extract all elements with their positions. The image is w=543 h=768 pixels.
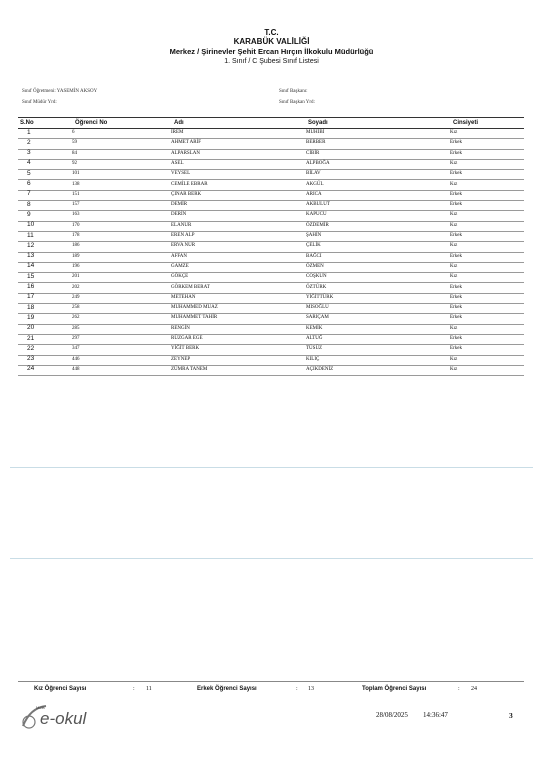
row-student-no: 6: [72, 130, 75, 135]
row-sno: 2: [27, 138, 31, 146]
row-gender: Erkek: [450, 233, 462, 238]
row-sno: 6: [27, 180, 31, 187]
row-student-no: 163: [72, 212, 80, 218]
row-sno: 20: [27, 324, 35, 332]
total-count-sep: :: [458, 686, 460, 692]
row-gender: Kız: [450, 274, 458, 280]
boys-count-sep: :: [296, 686, 298, 692]
row-surname: ŞAHİN: [306, 233, 322, 238]
print-date: 28/08/2025: [376, 711, 408, 719]
doc-title-governorship: KARABÜK VALİLİĞİ: [233, 37, 310, 46]
row-gender: Erkek: [450, 140, 462, 146]
row-sno: 12: [27, 241, 35, 249]
row-sno: 5: [27, 169, 31, 177]
row-surname: ÖZMEN: [306, 263, 324, 269]
row-gender: Erkek: [450, 336, 462, 341]
doc-title-class-list: 1. Sınıf / C Şubesi Sınıf Listesi: [224, 58, 319, 65]
eokul-label: e-okul: [40, 709, 87, 728]
row-sno: 22: [27, 344, 35, 352]
row-gender: Kız: [450, 181, 458, 187]
row-surname: BERBER: [306, 140, 326, 146]
row-surname: ÖZDEMİR: [306, 222, 329, 228]
row-first-name: RENGİN: [171, 325, 190, 331]
row-first-name: MUHAMMET TAHİR: [171, 315, 218, 321]
table-row: [18, 365, 524, 376]
row-student-no: 170: [72, 222, 80, 228]
row-first-name: YİĞİT BERK: [171, 346, 200, 352]
row-student-no: 151: [72, 191, 80, 197]
row-student-no: 202: [72, 284, 80, 290]
row-sno: 24: [27, 365, 35, 373]
row-gender: Kız: [450, 356, 458, 362]
row-gender: Kız: [450, 130, 458, 135]
girls-count-label: Kız Öğrenci Sayısı: [34, 686, 87, 692]
row-surname: KAPUCU: [306, 212, 327, 218]
row-student-no: 59: [72, 140, 77, 146]
boys-count-label: Erkek Öğrenci Sayısı: [197, 686, 257, 692]
row-student-no: 347: [72, 346, 80, 352]
row-gender: Erkek: [450, 150, 462, 156]
row-student-no: 285: [72, 325, 80, 331]
doc-title-tc: T.C.: [264, 28, 279, 37]
row-student-no: 258: [72, 305, 80, 311]
row-surname: MISOĞLU: [306, 305, 329, 311]
class-teacher: Sınıf Öğretmeni: YASEMİN AKSOY: [22, 89, 98, 94]
row-first-name: METEHAN: [171, 294, 196, 300]
row-surname: COŞKUN: [306, 274, 327, 280]
row-surname: ALPBOĞA: [306, 160, 330, 166]
class-president: Sınıf Başkanı:: [279, 89, 308, 94]
row-student-no: 196: [72, 263, 80, 269]
row-sno: 23: [27, 355, 35, 363]
page-number: 3: [509, 711, 513, 720]
row-surname: ARICA: [306, 191, 322, 197]
row-student-no: 157: [72, 202, 80, 208]
row-first-name: İREM: [171, 130, 184, 135]
row-surname: BAĞCI: [306, 253, 322, 259]
row-first-name: RÜZGAR EGE: [171, 336, 203, 341]
row-gender: Erkek: [450, 191, 462, 197]
col-student-no: Öğrenci No: [75, 119, 108, 126]
row-student-no: 249: [72, 294, 80, 300]
row-gender: Erkek: [450, 346, 462, 352]
divider-line: [10, 467, 533, 468]
row-student-no: 186: [72, 243, 80, 249]
row-first-name: AHMET ARİF: [171, 140, 202, 146]
row-sno: 15: [27, 272, 35, 280]
row-sno: 11: [27, 231, 34, 239]
row-first-name: ASEL: [171, 160, 184, 166]
row-sno: 19: [27, 313, 35, 321]
girls-count-sep: :: [133, 686, 135, 692]
row-first-name: EREN ALP: [171, 233, 195, 238]
row-first-name: CEMİLE EBRAR: [171, 181, 208, 187]
row-surname: BİLAV: [306, 171, 321, 177]
row-student-no: 262: [72, 315, 80, 321]
row-first-name: ALPARSLAN: [171, 150, 200, 156]
row-sno: 14: [27, 262, 35, 270]
row-first-name: DERİN: [171, 212, 187, 218]
row-student-no: 201: [72, 274, 80, 280]
row-sno: 16: [27, 283, 35, 290]
row-first-name: DEMİR: [171, 202, 188, 208]
row-sno: 3: [27, 149, 31, 157]
row-surname: KILIÇ: [306, 356, 320, 362]
total-count-value: 24: [471, 686, 477, 692]
row-first-name: GAMZE: [171, 263, 189, 269]
row-surname: ÖZTÜRK: [306, 284, 327, 290]
row-gender: Erkek: [450, 202, 462, 208]
row-surname: ALTUĞ: [306, 336, 323, 341]
row-sno: 8: [27, 200, 31, 208]
row-surname: SARIÇAM: [306, 315, 329, 321]
row-first-name: GÖKÇE: [171, 274, 189, 280]
row-sno: 18: [27, 303, 35, 311]
row-surname: TÜSÜZ: [306, 346, 323, 352]
divider-line: [10, 558, 533, 559]
col-surname: Soyadı: [308, 119, 328, 126]
row-gender: Kız: [450, 160, 458, 166]
row-gender: Erkek: [450, 253, 462, 259]
col-name: Adı: [174, 119, 184, 126]
col-sno: S.No: [20, 119, 34, 126]
row-sno: 21: [27, 334, 35, 342]
meb-label: MEB: [36, 705, 45, 710]
row-gender: Kız: [450, 366, 458, 372]
row-gender: Kız: [450, 243, 458, 249]
doc-title-school: Merkez / Şirinevler Şehit Ercan Hırçın İlkokulu Müdürlüğü: [169, 47, 374, 56]
row-student-no: 297: [72, 336, 80, 341]
row-gender: Kız: [450, 212, 458, 218]
row-student-no: 446: [72, 356, 80, 362]
row-surname: AKBULUT: [306, 202, 330, 208]
row-gender: Erkek: [450, 305, 462, 311]
row-gender: Erkek: [450, 284, 462, 290]
row-first-name: ERVA NUR: [171, 243, 196, 249]
print-time: 14:36:47: [423, 711, 448, 719]
footer-divider: [18, 681, 524, 682]
class-vice-president: Sınıf Başkan Yrd:: [279, 100, 315, 105]
col-gender: Cinsiyeti: [453, 119, 479, 126]
row-surname: ÇELİK: [306, 243, 321, 249]
row-first-name: GÖRKEM BERAT: [171, 284, 210, 290]
row-surname: CİBİR: [306, 150, 320, 156]
row-first-name: ÇINAR BERK: [171, 191, 202, 197]
row-first-name: MUHAMMED MUAZ: [171, 305, 218, 311]
row-first-name: ELANUR: [171, 222, 192, 228]
row-sno: 17: [27, 293, 35, 301]
row-surname: AKGÜL: [306, 181, 324, 187]
row-student-no: 448: [72, 366, 80, 372]
boys-count-value: 13: [308, 686, 314, 692]
row-student-no: 84: [72, 150, 77, 156]
row-sno: 13: [27, 252, 35, 260]
row-first-name: AFFAN: [171, 253, 188, 259]
row-first-name: ZEYNEP: [171, 356, 191, 362]
row-first-name: VEYSEL: [171, 171, 191, 177]
row-gender: Kız: [450, 263, 458, 269]
row-surname: AÇIKDENİZ: [306, 366, 334, 372]
row-student-no: 138: [72, 181, 80, 187]
row-student-no: 189: [72, 253, 80, 259]
row-student-no: 101: [72, 171, 80, 177]
row-sno: 1: [27, 128, 31, 136]
row-gender: Kız: [450, 222, 458, 228]
row-surname: YİĞİTTÜRK: [306, 294, 334, 300]
row-sno: 7: [27, 190, 31, 198]
class-vice-principal: Sınıf Müdür Yrd:: [22, 100, 57, 105]
girls-count-value: 11: [146, 686, 152, 692]
total-count-label: Toplam Öğrenci Sayısı: [362, 686, 427, 692]
eokul-logo: [20, 702, 100, 732]
row-student-no: 178: [72, 233, 80, 238]
row-sno: 4: [27, 159, 31, 167]
row-gender: Erkek: [450, 315, 462, 321]
row-sno: 9: [27, 210, 31, 218]
row-gender: Erkek: [450, 294, 462, 300]
row-gender: Erkek: [450, 171, 462, 177]
row-sno: 10: [27, 221, 35, 229]
row-student-no: 92: [72, 160, 77, 166]
row-surname: MUHİBİ: [306, 130, 325, 135]
row-gender: Kız: [450, 325, 458, 331]
row-first-name: ZÜMRA TANEM: [171, 366, 208, 372]
row-surname: KEMİK: [306, 325, 323, 331]
